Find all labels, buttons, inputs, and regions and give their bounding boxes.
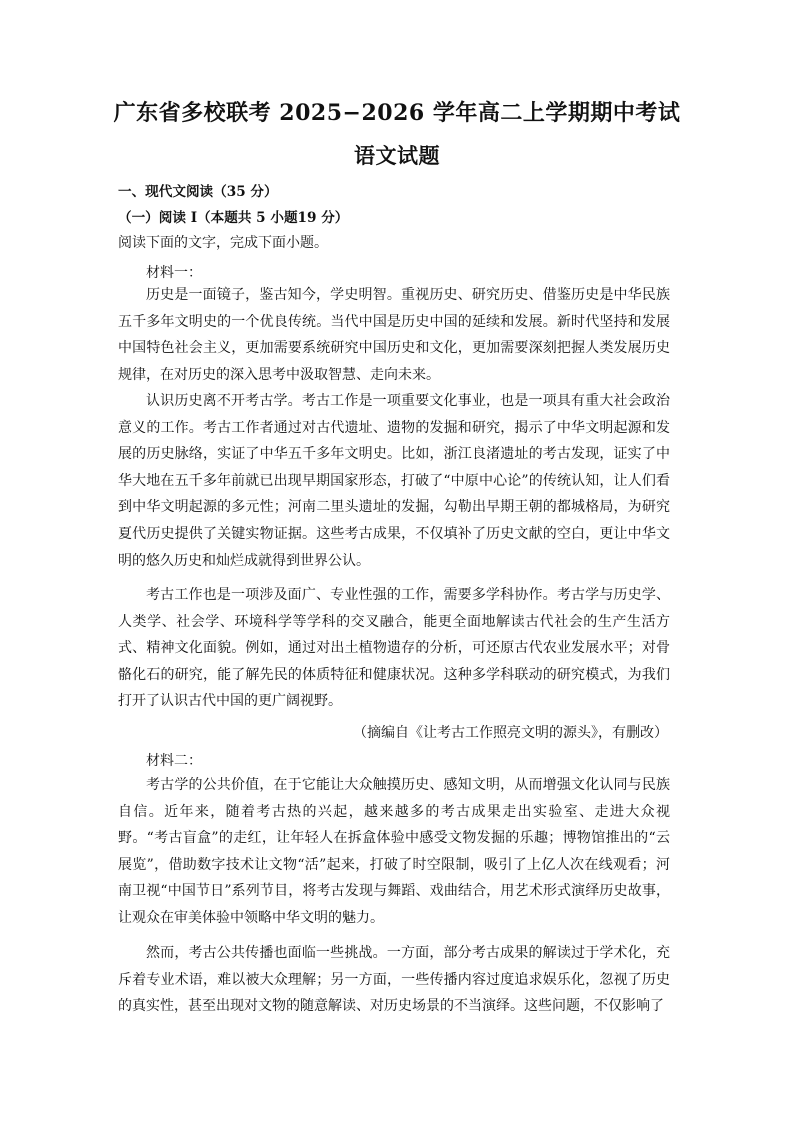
reading-instruction: 阅读下面的文字，完成下面小题。 [118, 235, 328, 251]
section-heading: 一、现代文阅读（35 分） [118, 184, 278, 200]
material-one-paragraph-2: 认识历史离不开考古学。考古工作是一项重要文化事业，也是一项具有重大社会政治意义的工作。考古工作者通过对古代遗址、遗物的发掘和研究，揭示了中华文明起源和发展的历史脉络，实证了中华五千多年文明史。比如，浙江良渚遗址的考古发现，证实了中华大地在五千多年前就已出现早期国家形态，打破了“中原中心论”的传统认知，让人们看到中华文明起源的多元性；河南二里头遗址的发掘，勾勒出早期王朝的都城格局，为研究夏代历史提供了关键实物证据。这些考古成果，不仅填补了历史文献的空白，更让中华文明的悠久历史和灿烂成就得到世界公认。 [118, 393, 670, 569]
material-two-label: 材料二： [146, 753, 202, 769]
material-two-paragraph-1: 考古学的公共价值，在于它能让大众触摸历史、感知文明，从而增强文化认同与民族自信。近年来，随着考古热的兴起，越来越多的考古成果走出实验室、走进大众视野。“考古盲盒”的走红，让年轻人在拆盒体验中感受文物发掘的乐趣；博物馆推出的“云展览”，借助数字技术让文物“活”起来，打破了时空限制，吸引了上亿人次在线观看；河南卫视“中国节日”系列节目，将考古发现与舞蹈、戏曲结合，用艺术形式演绎历史故事，让观众在审美体验中领略中华文明的魅力。 [118, 777, 670, 926]
material-one-paragraph-1: 历史是一面镜子，鉴古知今，学史明智。重视历史、研究历史、借鉴历史是中华民族五千多年文明史的一个优良传统。当代中国是历史中国的延续和发展。新时代坚持和发展中国特色社会主义，更加需要系统研究中国历史和文化，更加需要深刻把握人类发展历史规律，在对历史的深入思考中汲取智慧、走向未来。 [118, 287, 670, 383]
material-one-paragraph-3: 考古工作也是一项涉及面广、专业性强的工作，需要多学科协作。考古学与历史学、人类学、社会学、环境科学等学科的交叉融合，能更全面地解读古代社会的生产生活方式、精神文化面貌。例如，通过对出土植物遗存的分析，可还原古代农业发展水平；对骨骼化石的研究，能了解先民的体质特征和健康状况。这种多学科联动的研究模式，为我们打开了认识古代中国的更广阔视野。 [118, 587, 670, 710]
material-two-paragraph-2: 然而，考古公共传播也面临一些挑战。一方面，部分考古成果的解读过于学术化，充斥着专业术语，难以被大众理解；另一方面，一些传播内容过度追求娱乐化，忽视了历史的真实性，甚至出现对文物的随意解读、对历史场景的不当演绎。这些问题，不仅影响了 [118, 945, 670, 1015]
exam-subject-title: 语文试题 [354, 143, 440, 168]
section-subheading: （一）阅读 I（本题共 5 小题19 分） [118, 210, 349, 226]
material-one-label: 材料一： [146, 265, 202, 281]
exam-title: 广东省多校联考 2025−2026 学年高二上学期期中考试 [113, 100, 681, 126]
material-one-source: （摘编自《让考古工作照亮文明的源头》，有删改） [353, 725, 668, 741]
